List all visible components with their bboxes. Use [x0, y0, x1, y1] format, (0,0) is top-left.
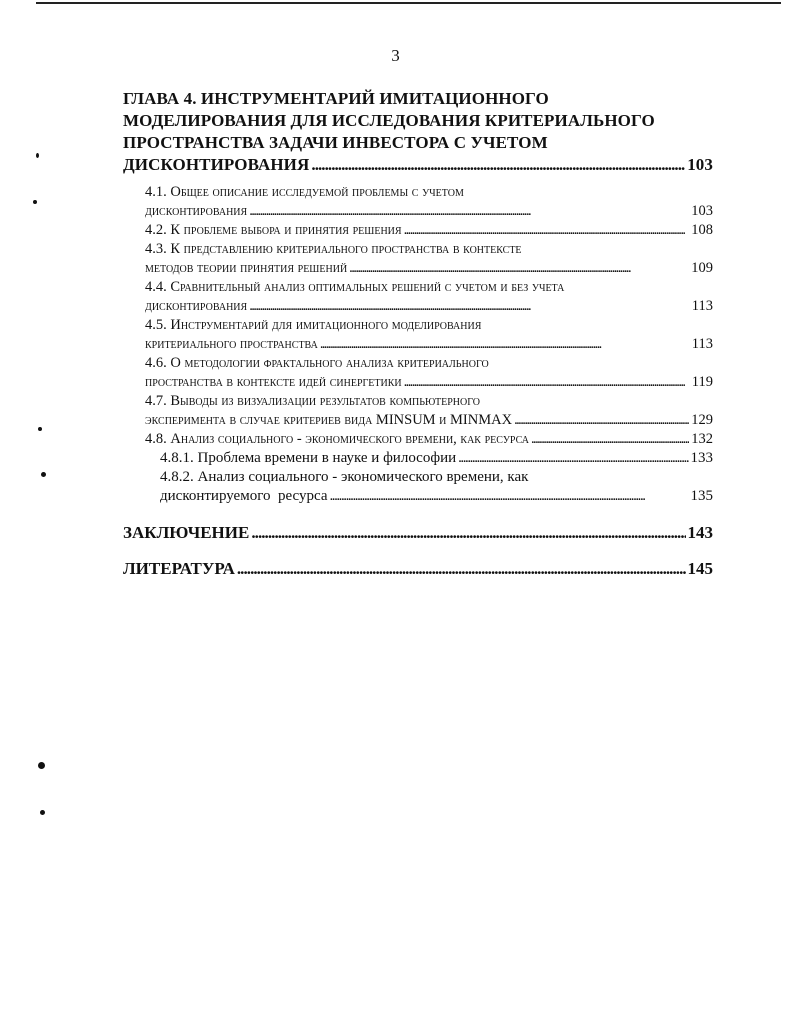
section-entry — [145, 392, 713, 430]
section-title-line: 4.3. К представлению критериального пространства в контексте — [145, 241, 522, 257]
table-of-contents — [123, 88, 713, 580]
subsection-title-line: 4.8.1. Проблема времени в науке и философии — [160, 450, 457, 466]
section-last-line — [145, 221, 713, 240]
page-ref: 103 — [687, 155, 713, 174]
dot-leader — [249, 297, 690, 316]
page-ref: 145 — [687, 559, 713, 578]
page-ref: 113 — [691, 298, 713, 314]
section-entry — [145, 221, 713, 240]
top-border-line — [36, 2, 781, 4]
subsection-title-line: дисконтируемого ресурса — [160, 488, 328, 504]
section-last-line — [145, 373, 713, 392]
section-title-line: дисконтирования — [145, 298, 248, 314]
page-ref: 113 — [691, 336, 713, 352]
subsection-title-line: 4.8.2. Анализ социального - экономического времени, как — [160, 469, 529, 485]
scan-mark — [38, 427, 42, 431]
page-ref: 109 — [691, 260, 713, 276]
conclusion-title: ЗАКЛЮЧЕНИЕ — [123, 523, 250, 542]
page-ref: 143 — [687, 523, 713, 542]
chapter-title-line: ГЛАВА 4. ИНСТРУМЕНТАРИЙ ИМИТАЦИОННОГО — [123, 89, 549, 108]
scan-mark — [38, 762, 45, 769]
dot-leader — [311, 154, 685, 176]
section-title-line: пространства в контексте идей синергетики — [145, 374, 402, 390]
literature-entry — [123, 558, 713, 580]
scan-mark — [36, 153, 39, 158]
literature-title: ЛИТЕРАТУРА — [123, 559, 235, 578]
literature-line — [123, 558, 713, 580]
scan-mark — [41, 472, 46, 477]
conclusion-line — [123, 522, 713, 544]
page-ref: 108 — [691, 222, 713, 238]
page-ref: 132 — [691, 431, 713, 447]
section-entry — [145, 278, 713, 316]
chapter-title-line: ДИСКОНТИРОВАНИЯ — [123, 155, 310, 174]
section-entry — [145, 240, 713, 278]
page-ref: 119 — [691, 374, 713, 390]
section-title-line: 4.2. К проблеме выбора и принятия решения — [145, 222, 402, 238]
section-last-line — [145, 411, 713, 430]
section-last-line — [145, 202, 713, 221]
section-title-line: 4.6. О методологии фрактального анализа критериального — [145, 355, 489, 371]
chapter-title-line: ПРОСТРАНСТВА ЗАДАЧИ ИНВЕСТОРА С УЧЕТОМ — [123, 133, 548, 152]
dot-leader — [404, 373, 690, 392]
dot-leader — [514, 411, 689, 430]
scan-mark — [33, 200, 37, 204]
section-title-line: 4.1. Общее описание исследуемой проблемы с учетом — [145, 184, 464, 200]
section-title-line: дисконтирования — [145, 203, 248, 219]
page-ref: 103 — [691, 203, 713, 219]
section-title-line: 4.4. Сравнительный анализ оптимальных решений с учетом и без учета — [145, 279, 565, 295]
page-ref: 129 — [691, 412, 713, 428]
page-ref: 135 — [690, 488, 713, 504]
chapter-4-entry — [123, 88, 713, 176]
section-title-line: эксперимента в случае критериев вида MINSUM и MINMAX — [145, 412, 513, 428]
conclusion-entry — [123, 522, 713, 544]
section-title-line: критериального пространства — [145, 336, 318, 352]
section-last-line — [145, 335, 713, 354]
section-title-line: методов теории принятия решений — [145, 260, 348, 276]
dot-leader — [237, 558, 686, 580]
subsection-entry — [160, 449, 713, 468]
chapter-title-line: МОДЕЛИРОВАНИЯ ДЛЯ ИССЛЕДОВАНИЯ КРИТЕРИАЛЬНОГО — [123, 111, 655, 130]
dot-leader — [329, 487, 688, 506]
page-number: 3 — [391, 46, 400, 65]
section-entry — [145, 354, 713, 392]
section-entry — [145, 316, 713, 354]
section-last-line — [145, 297, 713, 316]
dot-leader — [349, 259, 689, 278]
scan-mark — [40, 810, 45, 815]
dot-leader — [458, 449, 688, 468]
dot-leader — [249, 202, 689, 221]
dot-leader — [320, 335, 690, 354]
section-entry — [145, 183, 713, 221]
section-title-line: 4.8. Анализ социального - экономического времени, как ресурса — [145, 431, 529, 447]
section-last-line — [145, 430, 713, 449]
section-last-line — [145, 259, 713, 278]
subsection-entry — [160, 468, 713, 506]
dot-leader — [404, 221, 690, 240]
dot-leader — [531, 430, 689, 449]
dot-leader — [251, 522, 685, 544]
subsection-last-line — [160, 487, 713, 506]
section-entry — [145, 430, 713, 449]
page-ref: 133 — [690, 450, 713, 466]
section-title-line: 4.5. Инструментарий для имитационного моделирования — [145, 317, 482, 333]
subsection-last-line — [160, 449, 713, 468]
chapter-title-last-line — [123, 154, 713, 176]
section-title-line: 4.7. Выводы из визуализации результатов компьютерного — [145, 393, 480, 409]
